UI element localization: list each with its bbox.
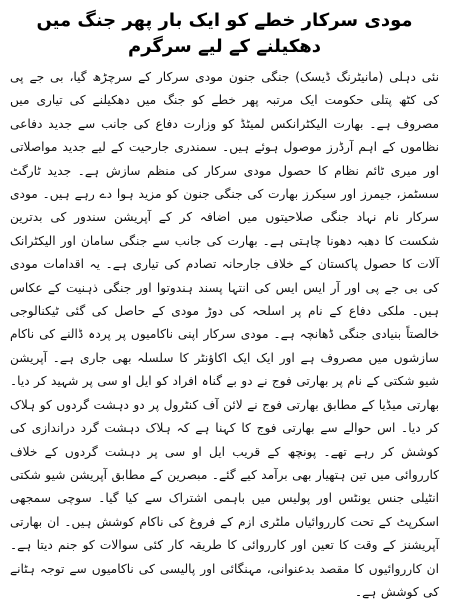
article-headline: مودی سرکار خطے کو ایک بار پھر جنگ میں دھکیلنے کے لیے سرگرم — [36, 10, 413, 57]
article-body: نئی دہلی (مانیٹرنگ ڈیسک) جنگی جنون مودی سرکار کے سرچڑھ گیا، بی جے پی کی کٹھ پتلی حکومت ایک مرتبہ پھر خطے کو جنگ میں دھکیلنے کی تیاری میں مصروف ہے۔ بھارت الیکٹرانکس لمیٹڈ کو وزارت دفاع کی جانب سے جدید دفاعی نظاموں کے اہم آرڈرز موصول ہوئے ہیں۔ سمندری جارحیت کے لیے جدید مواصلاتی اور میری ٹائم نظام کا حصول مودی سرکار کی منظم سازش ہے۔ جدید ٹارگٹ سسٹمز، جیمرز اور سیکرز بھارت کی جنگی جنون کو مزید ہوا دے رہے ہیں۔ مودی سرکار نام نہاد جنگی صلاحیتوں میں اضافہ کر کے آپریشن سندور کی بدترین شکست کا دھبہ دھونا چاہتی ہے۔ بھارت کی جانب سے جنگی سامان اور الیکٹرانک آلات کا حصول پاکستان کے خلاف جارحانہ تصادم کی تیاری ہے۔ یہ اقدامات مودی کی بی جے پی اور آر ایس ایس کی انتہا پسند ہندوتوا اور جنگی ذہنیت کے عکاس ہیں۔ ملکی دفاع کے نام پر اسلحہ کی دوڑ مودی کے حاصل کی گئی ٹیکنالوجی خالصتاً بنیادی جنگی ڈھانچہ ہے۔ مودی سرکار اپنی ناکامیوں پر پردہ ڈالنے کی ناکام سازشوں میں مصروف ہے اور ایک ایک اکاؤنٹر کا سلسلہ بھی جاری ہے۔ آپریشن شیو شکتی کے نام پر بھارتی فوج نے دو بے گناہ افراد کو ایل او سی پر شہید کر دیا۔ بھارتی میڈیا کے مطابق بھارتی فوج نے لائن آف کنٹرول پر دو دہشت گردوں کو ہلاک کر دیا۔ اس حوالے سے بھارتی فوج کا کہنا ہے کہ ہلاک دہشت گرد دراندازی کی کوشش کر رہے تھے۔ پونچھ کے قریب ایل او سی پر دہشت گردوں کے خلاف کارروائی میں تین ہتھیار بھی برآمد کیے گئے۔ مبصرین کے مطابق آپریشن شیو شکتی انٹیلی جنس یونٹس اور پولیس میں باہمی اشتراک سے کیا گیا۔ سوچی سمجھی اسکرپٹ کے تحت کارروائیاں ملٹری ازم کے فروغ کی ناکام کوشش ہیں۔ ان بھارتی آپریشنز کے وقت کا تعین اور کارروائی کا طریقہ کار کئی سوالات کو جنم دیتا ہے۔ ان کارروائیوں کا مقصد بدعنوانی، مہنگائی اور پالیسی کی ناکامیوں سے توجہ ہٹانے کی کوشش ہے۔ — [10, 70, 439, 599]
